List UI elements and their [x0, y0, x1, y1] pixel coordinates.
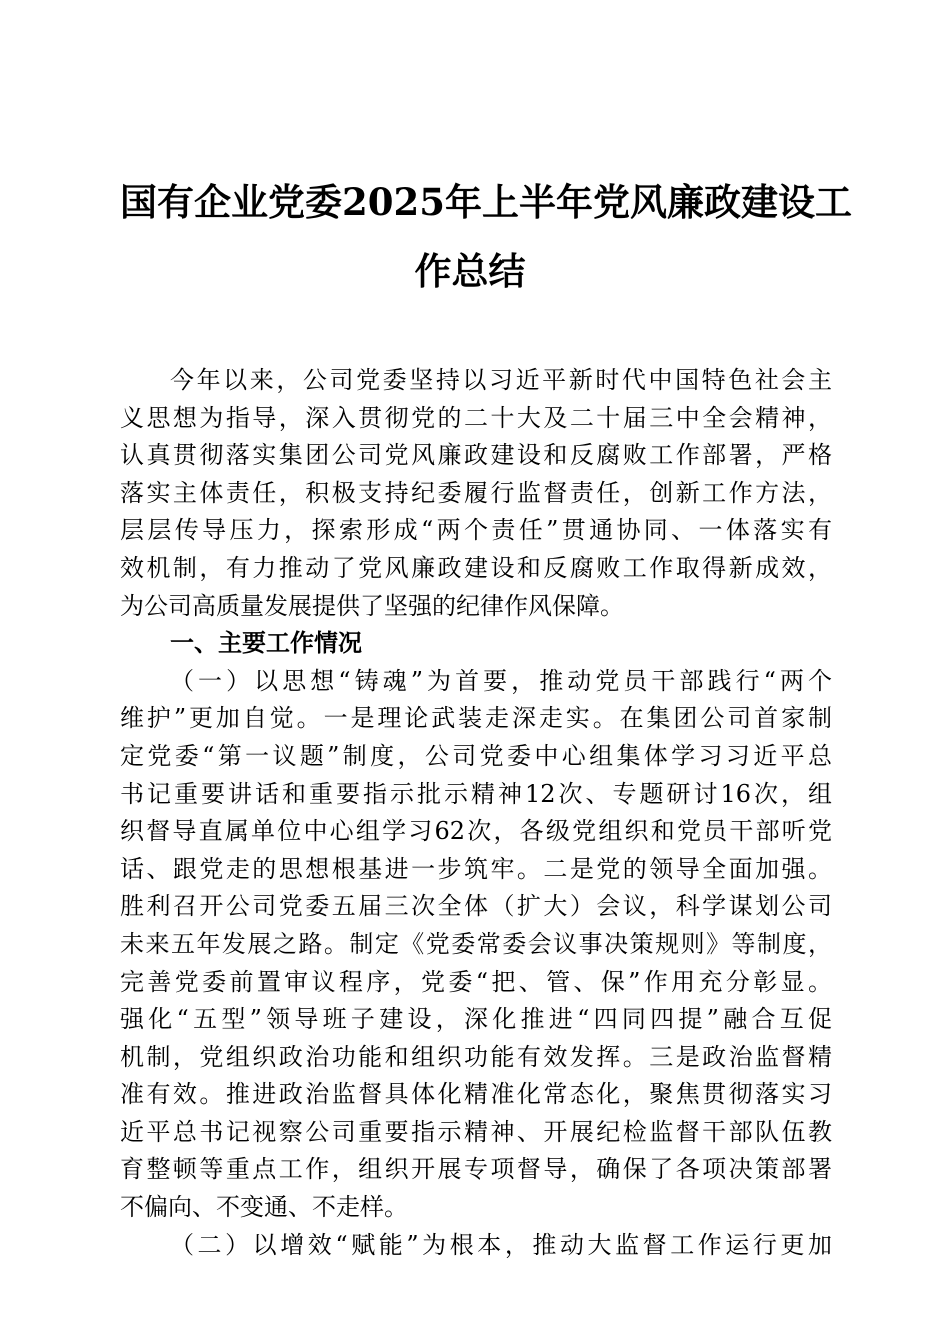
paragraph-line: 为公司高质量发展提供了坚强的纪律作风保障。 [120, 591, 624, 620]
subsection-heading-line: （一）以思想“铸魂”为首要，推动党员干部践行“两个 [170, 666, 832, 695]
paragraph-line: 近平总书记视察公司重要指示精神、开展纪检监督干部队伍教 [120, 1117, 832, 1146]
paragraph-line: 强化“五型”领导班子建设，深化推进“四同四提”融合互促 [120, 1005, 832, 1034]
document-title-line-1: 国有企业党委2025年上半年党风廉政建设工 [120, 180, 852, 224]
paragraph-line: 育整顿等重点工作，组织开展专项督导，确保了各项决策部署 [120, 1155, 832, 1184]
paragraph-line: 义思想为指导，深入贯彻党的二十大及二十届三中全会精神， [120, 403, 832, 432]
paragraph-line: 胜利召开公司党委五届三次全体（扩大）会议，科学谋划公司 [120, 892, 832, 921]
paragraph-line: 效机制，有力推动了党风廉政建设和反腐败工作取得新成效， [120, 553, 832, 582]
paragraph-line: 认真贯彻落实集团公司党风廉政建设和反腐败工作部署，严格 [120, 441, 832, 470]
paragraph-line: 维护”更加自觉。一是理论武装走深走实。在集团公司首家制 [120, 704, 832, 733]
paragraph-line: 不偏向、不变通、不走样。 [120, 1193, 408, 1222]
document-body [120, 362, 832, 1264]
paragraph-line: 书记重要讲话和重要指示批示精神12次、专题研讨16次，组 [120, 779, 832, 808]
section-heading: 一、主要工作情况 [170, 629, 362, 658]
paragraph-line: 层层传导压力，探索形成“两个责任”贯通协同、一体落实有 [120, 516, 832, 545]
paragraph-line: 话、跟党走的思想根基进一步筑牢。二是党的领导全面加强。 [120, 854, 832, 883]
paragraph-line: 准有效。推进政治监督具体化精准化常态化，聚焦贯彻落实习 [120, 1080, 832, 1109]
paragraph-line: 织督导直属单位中心组学习62次，各级党组织和党员干部听党 [120, 817, 832, 846]
paragraph-line: 未来五年发展之路。制定《党委常委会议事决策规则》等制度， [120, 929, 832, 958]
subsection-heading-line: （二）以增效“赋能”为根本，推动大监督工作运行更加 [170, 1230, 832, 1259]
paragraph-line: 落实主体责任，积极支持纪委履行监督责任，创新工作方法， [120, 478, 832, 507]
paragraph-line: 完善党委前置审议程序，党委“把、管、保”作用充分彰显。 [120, 967, 832, 996]
document-title-line-2: 作总结 [414, 249, 526, 293]
paragraph-line: 机制，党组织政治功能和组织功能有效发挥。三是政治监督精 [120, 1042, 832, 1071]
paragraph-line: 定党委“第一议题”制度，公司党委中心组集体学习习近平总 [120, 741, 832, 770]
paragraph-line: 今年以来，公司党委坚持以习近平新时代中国特色社会主 [170, 366, 832, 394]
